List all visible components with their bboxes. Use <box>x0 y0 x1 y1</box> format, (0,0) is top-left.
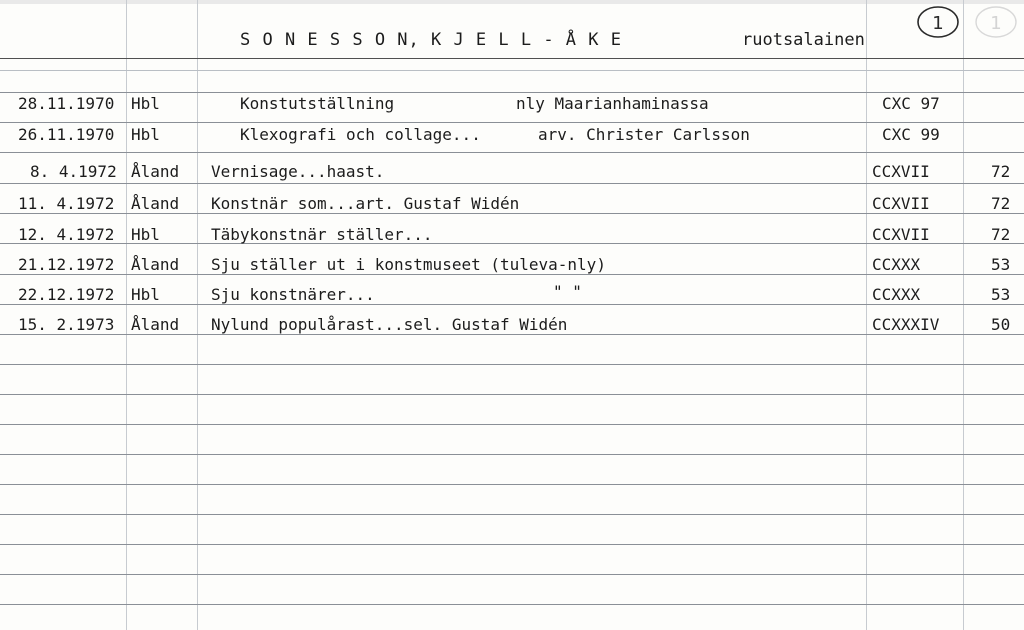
ruled-line <box>0 92 1024 93</box>
card-top-edge <box>0 0 1024 4</box>
entry-paper: Åland <box>131 194 180 213</box>
entry-ref: CCXXXIV <box>872 315 940 334</box>
entry-title: Konstutställning <box>240 94 395 113</box>
entry-note: arv. Christer Carlsson <box>538 125 750 144</box>
entry-page: 50 <box>991 315 1011 334</box>
entry-page: 53 <box>991 255 1011 274</box>
column-rule-page <box>963 0 964 630</box>
entry-page: 72 <box>991 162 1011 181</box>
entry-paper: Hbl <box>131 94 160 113</box>
ruled-line <box>0 454 1024 455</box>
ruled-line <box>0 604 1024 605</box>
ruled-line <box>0 514 1024 515</box>
entry-ref: CCXXX <box>872 285 921 304</box>
ruled-line <box>0 364 1024 365</box>
faint-card-number-circle <box>972 3 1020 41</box>
entry-page: 72 <box>991 225 1011 244</box>
entry-title: Nylund populårast...sel. Gustaf Widén <box>211 315 568 334</box>
entry-date: 11. 4.1972 <box>18 194 115 213</box>
ruled-line <box>0 334 1024 335</box>
column-rule-paper <box>197 0 198 630</box>
column-rule-date <box>126 0 127 630</box>
entry-title: Täbykonstnär ställer... <box>211 225 433 244</box>
entry-note: nly Maarianhaminassa <box>516 94 709 113</box>
entry-page: 53 <box>991 285 1011 304</box>
ruled-line <box>0 574 1024 575</box>
faint-card-number: 1 <box>990 13 1002 34</box>
entry-title: Konstnär som...art. Gustaf Widén <box>211 194 520 213</box>
ruled-line <box>0 183 1024 184</box>
ruled-line <box>0 304 1024 305</box>
ruled-line <box>0 213 1024 214</box>
entry-date: 12. 4.1972 <box>18 225 115 244</box>
entry-date: 8. 4.1972 <box>30 162 117 181</box>
card-number: 1 <box>932 13 944 34</box>
entry-date: 26.11.1970 <box>18 125 115 144</box>
entry-paper: Hbl <box>131 225 160 244</box>
entry-ref: CCXXX <box>872 255 921 274</box>
card-number-circle <box>914 3 962 41</box>
ruled-line <box>0 274 1024 275</box>
entry-title: Sju ställer ut i konstmuseet (tuleva-nly) <box>211 255 606 274</box>
entry-paper: Hbl <box>131 285 160 304</box>
nationality: ruotsalainen <box>742 30 865 50</box>
entry-paper: Åland <box>131 255 180 274</box>
entry-date: 28.11.1970 <box>18 94 115 113</box>
person-name: S O N E S S O N, K J E L L - Å K E <box>240 30 622 50</box>
entry-title: Vernisage...haast. <box>211 162 385 181</box>
entry-paper: Hbl <box>131 125 160 144</box>
entry-ref: CXC 99 <box>882 125 940 144</box>
entry-paper: Åland <box>131 162 180 181</box>
entry-ref: CCXVII <box>872 194 930 213</box>
entry-date: 21.12.1972 <box>18 255 115 274</box>
entry-ref: CCXVII <box>872 225 930 244</box>
ruled-line <box>0 394 1024 395</box>
entry-title: Sju konstnärer... <box>211 285 375 304</box>
ruled-line <box>0 122 1024 123</box>
ruled-line <box>0 424 1024 425</box>
entry-ref: CXC 97 <box>882 94 940 113</box>
entry-ref: CCXVII <box>872 162 930 181</box>
entry-title: Klexografi och collage... <box>240 125 481 144</box>
ruled-line <box>0 70 1024 71</box>
column-rule-ref <box>866 0 867 630</box>
ruled-line <box>0 152 1024 153</box>
header-rule <box>0 58 1024 59</box>
ruled-line <box>0 484 1024 485</box>
ruled-line <box>0 544 1024 545</box>
entry-page: 72 <box>991 194 1011 213</box>
entry-date: 15. 2.1973 <box>18 315 115 334</box>
entry-paper: Åland <box>131 315 180 334</box>
entry-ditto-marks: " " <box>553 282 582 301</box>
entry-date: 22.12.1972 <box>18 285 115 304</box>
